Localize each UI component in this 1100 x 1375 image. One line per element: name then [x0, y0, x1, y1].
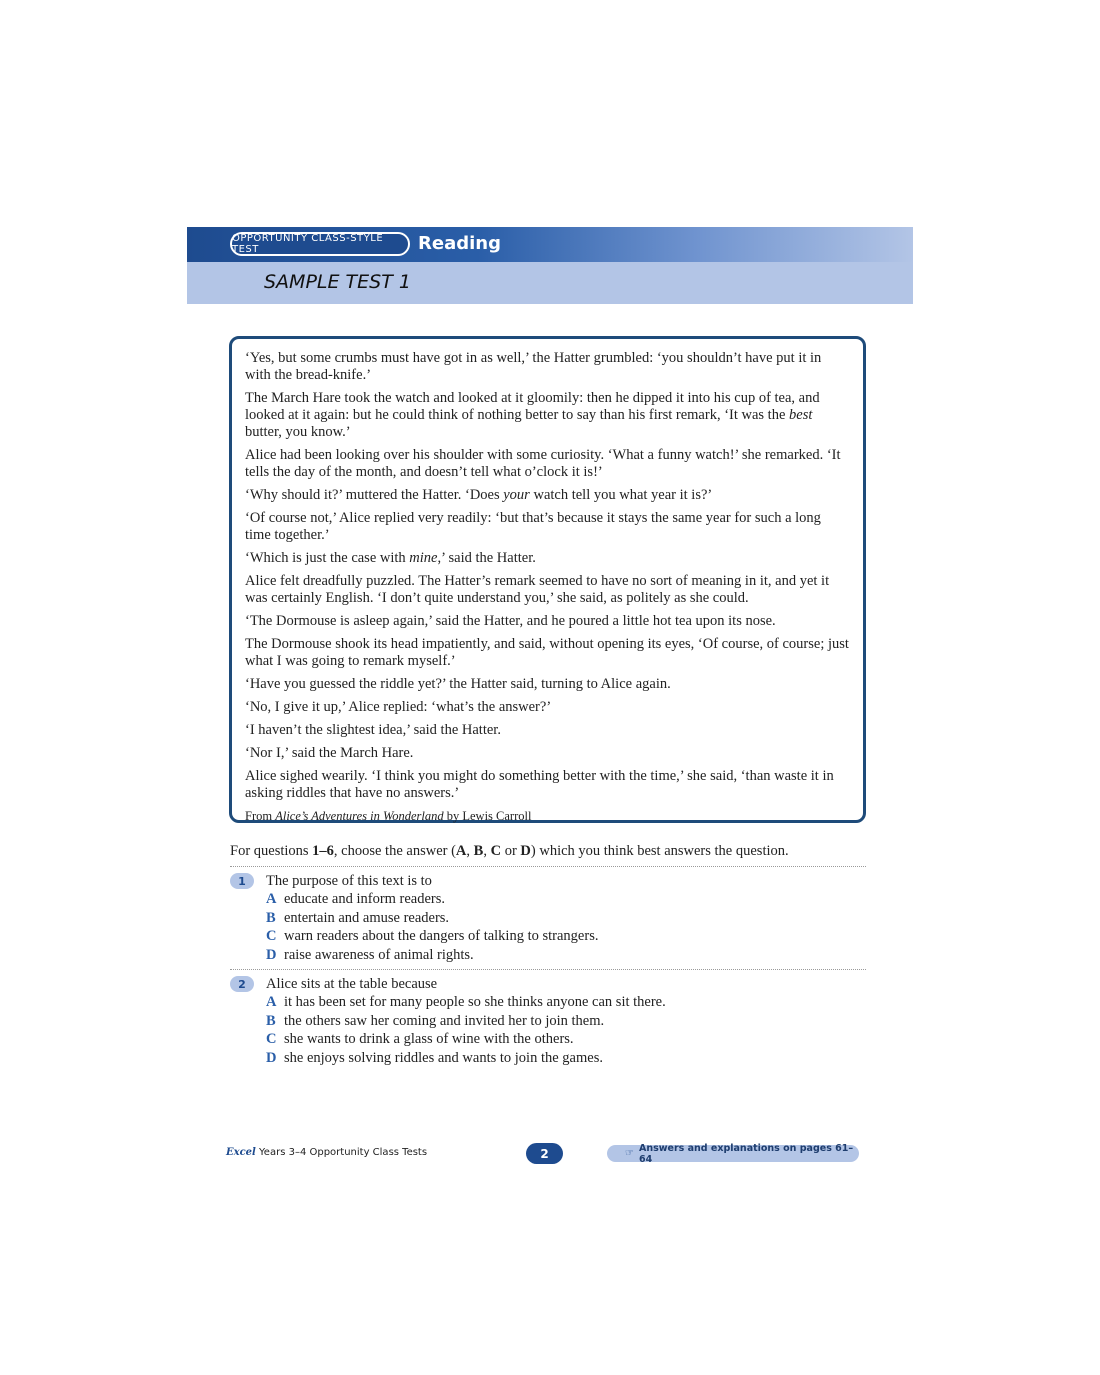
answer-option[interactable]: D raise awareness of animal rights. — [266, 947, 474, 963]
passage-paragraph: ‘I haven’t the slightest idea,’ said the Hatter. — [245, 722, 501, 738]
passage-paragraph: Alice sighed wearily. ‘I think you might do something better with the time,’ she said, ‘than waste it in asking riddles that have no answers.’ — [245, 768, 834, 801]
passage-paragraph: The Dormouse shook its head impatiently, and said, without opening its eyes, ‘Of course, of course; just what I was going to remark myself.’ — [245, 636, 849, 669]
page-number: 2 — [526, 1143, 563, 1164]
question-2 — [230, 975, 870, 1070]
answer-option[interactable]: C she wants to drink a glass of wine with the others. — [266, 1031, 574, 1047]
passage-paragraph: Alice felt dreadfully puzzled. The Hatter’s remark seemed to have no sort of meaning in it, and yet it was certainly English. ‘I don’t quite understand you,’ she said, as politely as she could. — [245, 573, 830, 606]
test-title: SAMPLE TEST 1 — [264, 271, 411, 293]
question-stem: Alice sits at the table because — [266, 976, 438, 992]
divider — [230, 969, 866, 970]
passage-paragraph: ‘Of course not,’ Alice replied very readily: ‘but that’s because it stays the same year for such a long time together.’ — [245, 510, 821, 543]
passage-paragraph: Alice had been looking over his shoulder with some curiosity. ‘What a funny watch!’ she remarked. ‘It tells the day of the month, and doesn’t tell what o’clock it is!’ — [245, 447, 841, 480]
header-band — [187, 227, 913, 304]
answer-option[interactable]: B entertain and amuse readers. — [266, 910, 450, 926]
section-title: Reading — [418, 233, 501, 254]
answer-option[interactable]: A it has been set for many people so she thinks anyone can sit there. — [266, 994, 666, 1010]
test-type-pill: OPPORTUNITY CLASS-STYLE TEST — [230, 232, 410, 256]
passage-paragraph: ‘Why should it?’ muttered the Hatter. ‘Does your watch tell you what year it is?’ — [245, 487, 713, 503]
answers-reference: ☞ Answers and explanations on pages 61–64 — [607, 1145, 859, 1162]
passage-paragraph: ‘Which is just the case with mine,’ said the Hatter. — [245, 550, 536, 566]
answer-option[interactable]: A educate and inform readers. — [266, 891, 446, 907]
passage-paragraph: ‘Yes, but some crumbs must have got in as well,’ the Hatter grumbled: ‘you shouldn’t have put it in with the bread-knife.’ — [245, 350, 822, 383]
answer-option[interactable]: C warn readers about the dangers of talking to strangers. — [266, 928, 599, 944]
brand-logo: Excel — [226, 1147, 256, 1158]
answer-option[interactable]: D she enjoys solving riddles and wants to join the games. — [266, 1050, 603, 1066]
question-stem: The purpose of this text is to — [266, 873, 432, 889]
divider — [230, 866, 866, 867]
answer-option[interactable]: B the others saw her coming and invited her to join them. — [266, 1013, 605, 1029]
passage-paragraph: ‘Have you guessed the riddle yet?’ the Hatter said, turning to Alice again. — [245, 676, 671, 692]
question-number-badge: 2 — [230, 976, 254, 992]
question-1 — [230, 872, 870, 967]
reading-passage — [229, 336, 866, 823]
passage-paragraph: ‘No, I give it up,’ Alice replied: ‘what’s the answer?’ — [245, 699, 552, 715]
passage-source: From Alice’s Adventures in Wonderland by Lewis Carroll — [245, 809, 532, 823]
book-title: Excel Years 3–4 Opportunity Class Tests — [226, 1147, 428, 1158]
passage-paragraph: ‘Nor I,’ said the March Hare. — [245, 745, 414, 761]
passage-paragraph: ‘The Dormouse is asleep again,’ said the Hatter, and he poured a little hot tea upon its nose. — [245, 613, 776, 629]
pointing-hand-icon: ☞ — [625, 1148, 634, 1159]
question-number-badge: 1 — [230, 873, 254, 889]
instruction-text: For questions 1–6, choose the answer (A, B, C or D) which you think best answers the question. — [230, 843, 789, 859]
passage-paragraph: The March Hare took the watch and looked at it gloomily: then he dipped it into his cup of tea, and looked at it again: but he could think of nothing better to say than his first remark, ‘It was the best butter, you know.’ — [245, 390, 820, 440]
